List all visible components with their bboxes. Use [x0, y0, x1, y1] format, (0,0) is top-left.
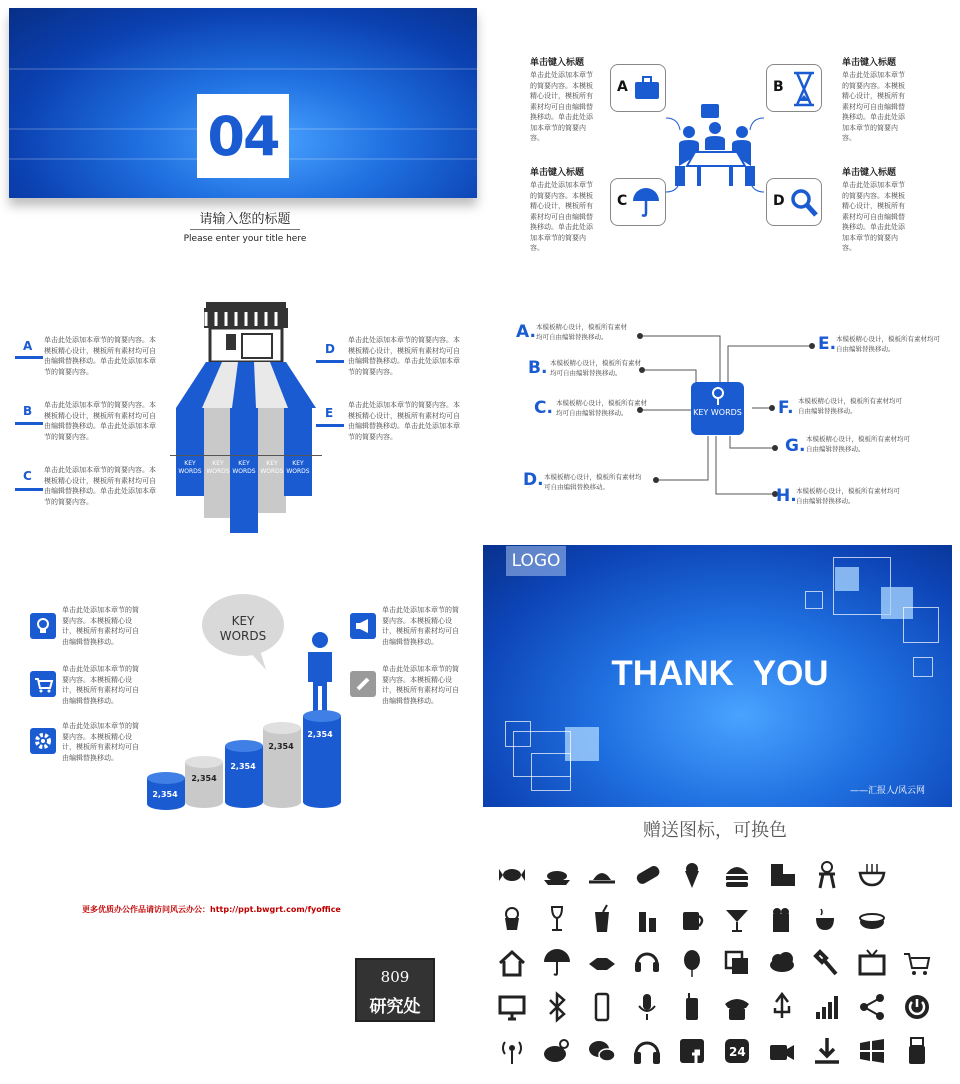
24h-icon	[720, 1034, 754, 1068]
item-text: 本模板精心设计，模板所有素材均可自由编辑替换移动。	[556, 399, 647, 417]
slide2-item-c	[530, 165, 595, 254]
download-icon	[810, 1034, 844, 1068]
gift-title: 赠送图标，可换色	[643, 820, 787, 841]
item-letter: B	[23, 404, 33, 418]
item-letter: C.	[534, 398, 553, 418]
item-text: 单击此处添加本章节的简要内容。本模板精心设计，模板所有素材均可自由编辑替换移动。单击此处添加本章节的简要内容。	[44, 466, 156, 506]
balloon-icon	[675, 946, 709, 980]
item-title: 单击键入标题	[842, 58, 897, 68]
cocktail-icon	[720, 902, 754, 936]
wine-glass-icon	[540, 902, 574, 936]
item-text: 单击此处添加本章节的简要内容。本模板精心设计，模板所有素材均可自由编辑替换移动。单击此处添加本章节的简要内容。	[348, 336, 460, 376]
item-letter: E.	[818, 334, 837, 354]
item-text: 本模板精心设计，模板所有素材均可自由编辑替换移动。	[544, 473, 642, 491]
item-title: 单击键入标题	[530, 58, 585, 68]
cloud-icon	[765, 946, 799, 980]
bar-4	[263, 722, 301, 808]
bread-icon	[630, 858, 664, 892]
wrench-icon	[810, 946, 844, 980]
item-text: 单击此处添加本章节的简要内容。本模板精心设计，模板所有素材均可自由编辑替换移动。	[62, 665, 139, 705]
burger-icon	[720, 858, 754, 892]
item-text: 本模板精心设计，模板所有素材均可自由编辑替换移动。	[536, 323, 627, 341]
wifi-signal-icon	[495, 1034, 529, 1068]
bubble-d	[766, 178, 822, 226]
roast-dish-icon	[585, 858, 619, 892]
noodle-bowl-icon	[855, 858, 889, 892]
store-awning-icon	[176, 298, 316, 533]
weibo-icon	[540, 1034, 574, 1068]
logo: LOGO	[506, 546, 566, 576]
item-text: 单击此处添加本章节的简要内容。本模板精心设计，模板所有素材均可自由编辑替换移动。单击此处添加本章节的简要内容。	[530, 181, 593, 252]
ice-cream-icon	[675, 858, 709, 892]
item-letter: D	[325, 342, 335, 356]
slide1-title: 请输入您的标题	[199, 212, 291, 227]
cart-icon	[30, 671, 56, 697]
bar-label: 2,354	[230, 762, 256, 771]
wechat-icon	[585, 1034, 619, 1068]
coffee-cup-icon	[810, 902, 844, 936]
bubble-a	[610, 64, 666, 112]
hourglass-icon	[791, 71, 817, 107]
svg-text:24: 24	[729, 1045, 746, 1059]
search-icon	[789, 187, 819, 219]
item-letter: F.	[778, 398, 794, 418]
bar-5	[303, 710, 341, 808]
item-text: 单击此处添加本章节的简要内容。本模板精心设计，模板所有素材均可自由编辑替换移动。	[62, 606, 139, 646]
share-icon	[855, 990, 889, 1024]
home-icon	[495, 946, 529, 980]
keyword-label: KEY WORDS	[232, 460, 256, 475]
item-text: 单击此处添加本章节的简要内容。本模板精心设计，模板所有素材均可自由编辑替换移动。	[382, 606, 459, 646]
item-letter: A.	[516, 322, 536, 342]
connector-lines	[660, 100, 770, 210]
item-text: 单击此处添加本章节的简要内容。本模板精心设计，模板所有素材均可自由编辑替换移动。单击此处添加本章节的简要内容。	[348, 401, 460, 441]
umbrella-icon	[540, 946, 574, 980]
keyword-label: KEY WORDS	[206, 460, 230, 475]
item-text: 单击此处添加本章节的简要内容。本模板精心设计，模板所有素材均可自由编辑替换移动。单击此处添加本章节的简要内容。	[842, 181, 905, 252]
item-letter: A	[23, 339, 33, 353]
bar-label: 2,354	[152, 790, 178, 799]
bar-3	[225, 740, 263, 808]
item-letter: C	[23, 469, 32, 483]
signal-icon	[810, 990, 844, 1024]
gear-icon	[30, 728, 56, 754]
windows-icon	[855, 1034, 889, 1068]
phone-icon	[585, 990, 619, 1024]
bluetooth-icon	[540, 990, 574, 1024]
megaphone-icon	[350, 613, 376, 639]
item-title: 单击键入标题	[842, 168, 897, 178]
slide2-item-a	[530, 55, 595, 144]
bulb-icon	[30, 613, 56, 639]
letter-underline	[316, 360, 344, 363]
item-letter: G.	[785, 436, 806, 456]
beer-icon	[765, 902, 799, 936]
icon-grid	[495, 858, 955, 1078]
item-text: 单击此处添加本章节的简要内容。本模板精心设计，模板所有素材均可自由编辑替换移动。单击此处添加本章节的简要内容。	[530, 71, 593, 142]
title-divider	[190, 229, 300, 230]
teacup-icon	[855, 902, 889, 936]
baseline-divider	[170, 455, 322, 456]
letter-underline	[15, 356, 43, 359]
usb-icon	[765, 990, 799, 1024]
tv-icon	[855, 946, 889, 980]
bar-label: 2,354	[307, 730, 333, 739]
telephone-icon	[720, 990, 754, 1024]
item-text: 本模板精心设计，模板所有素材均可自由编辑替换移动。	[836, 335, 940, 353]
reporter-footer: ——汇报人/风云网	[850, 786, 926, 796]
item-title: 单击键入标题	[530, 168, 585, 178]
fast-food-icon	[765, 858, 799, 892]
slide2-item-b	[842, 55, 907, 144]
copy-icon	[720, 946, 754, 980]
headphones-icon	[630, 1034, 664, 1068]
bubble-b	[766, 64, 822, 112]
walkie-icon	[675, 990, 709, 1024]
umbrella-icon	[631, 185, 661, 219]
footer-link[interactable]: 更多优质办公作品请访问风云办公：http://ppt.bwgrt.com/fyoffice	[82, 905, 341, 914]
facebook-icon	[675, 1034, 709, 1068]
bubble-label: KEY WORDS	[219, 614, 267, 643]
bubble-c	[610, 178, 666, 226]
cart-icon	[900, 946, 934, 980]
bar-label: 2,354	[191, 774, 217, 783]
letter-underline	[15, 488, 43, 491]
center-label: KEY WORDS	[693, 408, 742, 417]
item-letter: H.	[776, 486, 797, 506]
item-text: 单击此处添加本章节的简要内容。本模板精心设计，模板所有素材均可自由编辑替换移动。单击此处添加本章节的简要内容。	[842, 71, 905, 142]
keyword-label: KEY WORDS	[286, 460, 310, 475]
mug-icon	[675, 902, 709, 936]
section-number: 04	[197, 94, 289, 178]
bottles-icon	[630, 902, 664, 936]
item-letter: D.	[523, 470, 544, 490]
bar-label: 2,354	[268, 742, 294, 751]
camera-icon	[765, 1034, 799, 1068]
letter-underline	[15, 422, 43, 425]
fish-dish-icon	[540, 858, 574, 892]
item-text: 本模板精心设计，模板所有素材均可自由编辑替换移动。	[550, 359, 641, 377]
monitor-icon	[495, 990, 529, 1024]
bubble-letter: D	[773, 193, 785, 209]
item-text: 单击此处添加本章节的简要内容。本模板精心设计，模板所有素材均可自由编辑替换移动。单击此处添加本章节的简要内容。	[44, 336, 156, 376]
power-icon	[900, 990, 934, 1024]
briefcase-icon	[633, 75, 661, 101]
item-text: 单击此处添加本章节的简要内容。本模板精心设计，模板所有素材均可自由编辑替换移动。	[62, 722, 139, 762]
bubble-letter: B	[773, 79, 784, 95]
keyword-label: KEY WORDS	[260, 460, 284, 475]
key-search-icon	[710, 386, 726, 406]
item-text: 本模板精心设计，模板所有素材均可自由编辑替换移动。	[796, 487, 900, 505]
usb-drive-icon	[900, 1034, 934, 1068]
bubble-tail	[248, 650, 268, 672]
soda-cup-icon	[585, 902, 619, 936]
slide1-subtitle: Please enter your title here	[183, 234, 307, 244]
handshake-icon	[585, 946, 619, 980]
cupcake-icon	[495, 902, 529, 936]
stamp-number: 809	[380, 968, 410, 986]
letter-underline	[316, 424, 344, 427]
stamp-text: 研究处	[369, 997, 421, 1017]
key-words-box	[691, 382, 744, 435]
item-letter: B.	[528, 358, 548, 378]
candy-icon	[495, 858, 529, 892]
keyword-label: KEY WORDS	[178, 460, 202, 475]
thank-you-title: THANK YOU	[611, 654, 829, 693]
item-letter: E	[325, 406, 334, 420]
item-text: 单击此处添加本章节的简要内容。本模板精心设计，模板所有素材均可自由编辑替换移动。单击此处添加本章节的简要内容。	[44, 401, 156, 441]
item-text: 本模板精心设计，模板所有素材均可自由编辑替换移动。	[798, 397, 902, 415]
item-text: 单击此处添加本章节的简要内容。本模板精心设计，模板所有素材均可自由编辑替换移动。	[382, 665, 459, 705]
headset-icon	[630, 946, 664, 980]
item-text: 本模板精心设计，模板所有素材均可自由编辑替换移动。	[806, 435, 910, 453]
link-icon	[350, 671, 376, 697]
stamp	[355, 958, 435, 1022]
slide2-item-d	[842, 165, 907, 254]
bubble-letter: A	[617, 79, 628, 95]
bubble-letter: C	[617, 193, 628, 209]
microphone-icon	[630, 990, 664, 1024]
gingerbread-icon	[810, 858, 844, 892]
